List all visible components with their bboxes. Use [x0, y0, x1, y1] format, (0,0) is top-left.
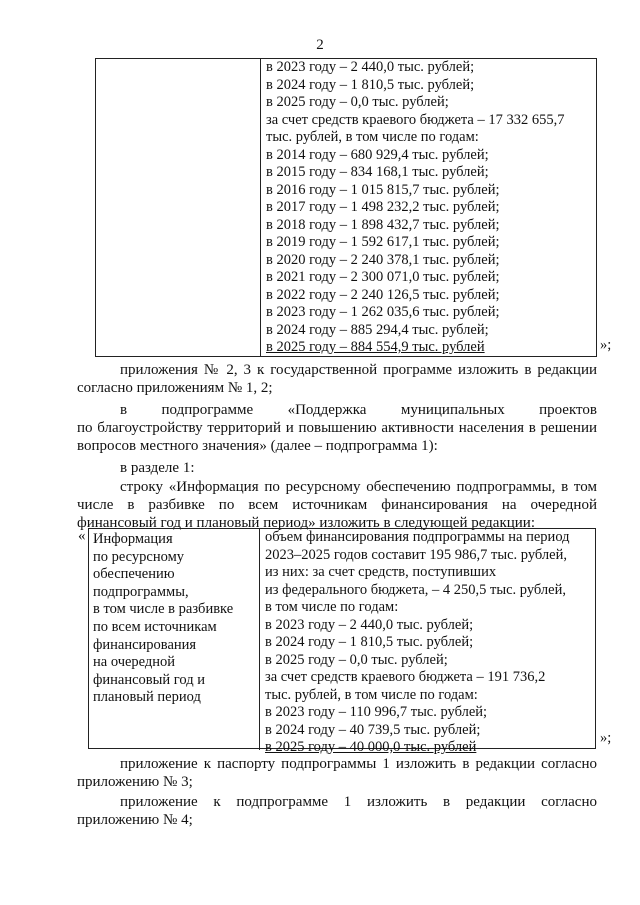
paragraph-subprogram-line2: по благоустройству территорий и повышению активности населения в решении: [77, 420, 597, 436]
table2-right-line: из федерального бюджета, – 4 250,5 тыс. рублей,: [265, 581, 566, 598]
table2-close-quote: »;: [600, 730, 612, 746]
table1-line: в 2024 году – 1 810,5 тыс. рублей;: [266, 76, 475, 93]
table1-line: в 2021 году – 2 300 071,0 тыс. рублей;: [266, 269, 500, 285]
paragraph-appendices-line2: согласно приложениям № 1, 2;: [77, 380, 273, 396]
table1-line: в 2018 году – 1 898 432,7 тыс. рублей;: [266, 216, 500, 233]
table2-right-line: 2023–2025 годов составит 195 986,7 тыс. рублей,: [265, 546, 567, 563]
page-number: 2: [316, 37, 324, 53]
table1-line: в 2020 году – 2 240 378,1 тыс. рублей;: [266, 251, 500, 268]
funding-table-continuation: [95, 58, 597, 357]
table2-right-line: в 2025 году – 0,0 тыс. рублей;: [265, 651, 448, 668]
table2-left-line: по всем источникам: [93, 618, 217, 635]
funding-table-subprogram: [88, 528, 596, 755]
table1-line: в 2016 году – 1 015 815,7 тыс. рублей;: [266, 181, 500, 198]
table1-line: в 2015 году – 834 168,1 тыс. рублей;: [266, 164, 489, 180]
table2-right-line: из них: за счет средств, поступивших: [265, 564, 497, 580]
table2-right-line: в 2024 году – 1 810,5 тыс. рублей;: [265, 634, 474, 650]
paragraph-passport-appendix-line1: приложение к паспорту подпрограммы 1 изложить в редакции согласно: [120, 756, 597, 772]
table2-open-quote: «: [78, 528, 86, 544]
paragraph-subprogram-line1: в подпрограмме «Поддержка муниципальных проектов: [120, 402, 597, 418]
table2-left-line: Информация: [93, 531, 173, 547]
paragraph-subprogram-appendix-line2: приложению № 4;: [77, 812, 193, 828]
table2-right-line: в том числе по годам:: [265, 599, 399, 615]
table1-line: в 2023 году – 2 440,0 тыс. рублей;: [266, 59, 475, 75]
table2-right-column: [260, 529, 590, 757]
paragraph-row-line3: финансовый год и плановый период» изложить в следующей редакции:: [77, 515, 536, 531]
table1-close-quote: »;: [600, 337, 612, 353]
table1-line: тыс. рублей, в том числе по годам:: [266, 129, 479, 145]
table2-right-line: за счет средств краевого бюджета – 191 736,2: [265, 669, 546, 685]
paragraph-row-line2: числе в разбивке по всем источникам финансирования на очередной: [77, 497, 597, 513]
paragraph-appendices-line1: приложения № 2, 3 к государственной программе изложить в редакции: [120, 362, 597, 378]
table2-left-line: на очередной: [93, 654, 176, 671]
table2-left-column: [89, 529, 260, 750]
table2-left-line: в том числе в разбивке: [93, 601, 234, 618]
table2-left-line: финансирования: [93, 636, 197, 653]
table2-left-line: финансовый год и: [93, 671, 205, 688]
table1-line: в 2024 году – 885 294,4 тыс. рублей;: [266, 321, 489, 338]
table2-left-line: по ресурсному: [93, 548, 185, 565]
table2-right-line: в 2025 году – 40 000,0 тыс. рублей: [265, 739, 477, 755]
table1-line: в 2022 году – 2 240 126,5 тыс. рублей;: [266, 286, 500, 303]
paragraph-section1: в разделе 1:: [120, 460, 195, 476]
table1-line: в 2019 году – 1 592 617,1 тыс. рублей;: [266, 234, 500, 250]
table1-line: в 2014 году – 680 929,4 тыс. рублей;: [266, 146, 489, 163]
table2-right-line: тыс. рублей, в том числе по годам:: [265, 686, 478, 703]
paragraph-passport-appendix-line2: приложению № 3;: [77, 774, 193, 790]
table2-right-line: объем финансирования подпрограммы на период: [265, 529, 570, 545]
table1-right-column: [261, 59, 591, 357]
table1-line: в 2017 году – 1 498 232,2 тыс. рублей;: [266, 199, 500, 215]
paragraph-row-line1: строку «Информация по ресурсному обеспечению подпрограммы, в том: [120, 479, 597, 495]
table1-left-column: [96, 59, 261, 356]
paragraph-subprogram-line3: вопросов местного значения» (далее – подпрограмма 1):: [77, 438, 438, 454]
table2-right-line: в 2023 году – 110 996,7 тыс. рублей;: [265, 704, 488, 720]
table1-line: за счет средств краевого бюджета – 17 332 655,7: [266, 111, 565, 128]
table2-left-line: обеспечению: [93, 566, 175, 583]
table1-line: в 2025 году – 0,0 тыс. рублей;: [266, 94, 449, 110]
table2-right-line: в 2023 году – 2 440,0 тыс. рублей;: [265, 616, 474, 633]
table2-left-line: плановый период: [93, 689, 201, 706]
table2-left-line: подпрограммы,: [93, 583, 189, 600]
table2-right-line: в 2024 году – 40 739,5 тыс. рублей;: [265, 721, 481, 738]
table1-line: в 2025 году – 884 554,9 тыс. рублей: [266, 339, 485, 355]
table1-line: в 2023 году – 1 262 035,6 тыс. рублей;: [266, 304, 500, 320]
paragraph-subprogram-appendix-line1: приложение к подпрограмме 1 изложить в редакции согласно: [120, 794, 597, 810]
